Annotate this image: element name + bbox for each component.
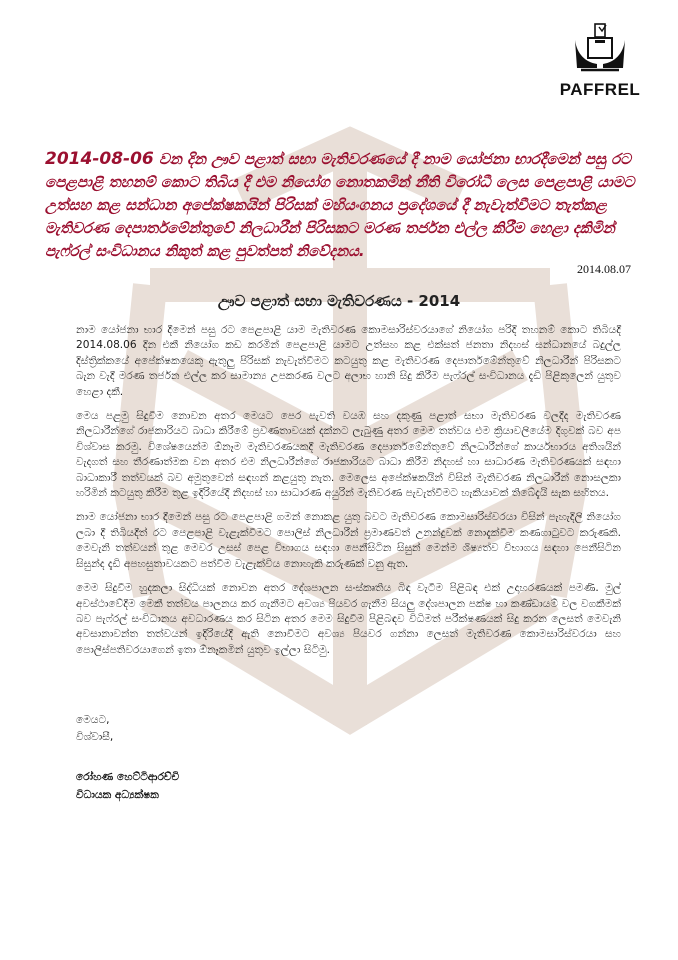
paffrel-logo: [545, 18, 655, 108]
headline-date: 2014-08-06: [45, 149, 154, 169]
signatory-name: රෝහණ හෙට්ටිආරච්චි: [76, 771, 180, 783]
closing: [76, 712, 113, 746]
body-text: [76, 323, 621, 667]
press-release-headline: [45, 148, 635, 263]
logo-text: PAFFREL: [559, 80, 641, 99]
release-date: 2014.08.07: [577, 262, 631, 276]
signatory-role: විධායක අධ්‍යක්ෂක: [76, 789, 159, 801]
ballot-box-hands-icon: [571, 18, 629, 76]
paragraph: නාම යෝජනා භාර දීමෙන් පසු රට පෙළපාළි ගමන් නොකළ යුතු බවට මැතිවරණ කොමසාරිස්වරයා විසින් පැහැදිලි නියෝග ලබා දී තිබියදීත් රට පෙළපාළි වැළැක්වීමට පොලිස් නිලධාරීන් ප්‍රමාණවත් උනන්දුවක් නොදැක්වීම කණගාටුවට කරුණකි. මෙවැනි තත්වයන් තුළ මෙවර උසස් පෙළ විභාගය සඳහා පෙනීසිටින සිසුන් මෙන්ම ශිෂ්‍යත්ව විභාගය සඳහා පෙනීසිටින සිසුන්ද දැඩි අපහසුතාවයකට පත්වීම වැළැක්විය නොහැකි කරුණක් වනු ඇත.: [76, 511, 621, 570]
headline-text: වන දින ඌව පළාත් සභා මැතිවරණයේ දී නාම යෝජනා භාරදීමෙන් පසු රට පෙළපාළි තහනම් කොට තිබිය දී එම නියෝග නොතකමින් නීති විරෝධී ලෙස පෙළපාළි යාමට උත්සහ කළ සන්ධාන අපේක්ෂකයින් පිරිසක් මහියංගනය ප්‍රදේශයේ දී නැවැත්වීමට තැත්කළ මැතිවරණ දෙපාර්තමේන්තුවේ නිලධාරීන් පිරිසකට මරණ තර්ජන එල්ල කිරීම හෙළා දකිමින් පැෆ්රල් සංවිධානය නිකුත් කළ පුවත්පත් නිවේදනය.: [45, 150, 635, 260]
paragraph: මෙය පළමු සිදුවීම නොවන අතර මෙයට පෙර පැවති වයඹ සහ දකුණු පළාත් සභා මැතිවරණ වලදීද මැතිවරණ නිලධාරීන්ගේ රාජකාරියට බාධා කිරීමේ ප්‍රවණතාවයක් දක්නට ලැබුණු අතර මෙම තත්වය එම ක්‍රියාවලියේම දිගුවක් බව අප විශ්වාස කරමු. විශේෂයෙන්ම ඕනෑම මැතිවරණයකදී මැතිවරණ දෙපාර්තමේන්තුවේ නිලධාරීන්ගේ කාර්යභාරය අතිශයින් වැදගත් සහ තීරණාත්මක වන අතර එම නිලධාරීන්ගේ රාජකාරියට බාධා කිරීම නිදහස් හා සාධාරණ මැතිවරණයක් සඳහා බාධාකාරී තත්වයක් බව අමුතුවෙන් සඳහන් කළයුතු නැත. මෙලෙස අපේක්ෂකයින් විසින් මැතිවරණ නිලධාරීන් නොසලකා හරිමින් කටයුතු කිරීම තුළ ඉදිරියේදී නිදහස් හා සාධාරණ අයුරින් මැතිවරණ පැවැත්වීමට හැකියාවක් තිබේදැයි සැක සහිතය.: [76, 410, 621, 500]
document-title: ඌව පළාත් සභා මැතිවරණය - 2014: [217, 292, 461, 310]
signature-block: [76, 768, 179, 804]
closing-line: මෙයට,: [76, 714, 110, 726]
closing-line: විශ්වාසී,: [76, 731, 114, 743]
paragraph: මෙම සිදුවීම හුදකලා සිද්ධියක් නොවන අතර දේශපාලන සංස්කෘතිය බිඳ වැටීම පිළිබඳ එක් උදාහරණයක් පමණි. මුල් අවස්ථාවේදීම මෙකී තත්වය පාලනය කර ගැනීමට අවශ්‍ය පියවර ගැනීම සියලු දේශපාලන පක්ෂ හා කණ්ඩායම් වල වගකීමක් බව පැෆ්රල් සංවිධානය අවධාරණය කර සිටින අතර මෙම සිදුවීම පිළිබඳව විධිමත් පරීක්ෂණයක් සිදු කරන ලෙසත් මෙවැනි අවසානාවන්ත තත්වයන් ඉදිරියේදී ඇති නොවීමට අවශ්‍ය පියවර ගන්නා ලෙසත් මැතිවරණ කොමසාරිස්වරයා සහ පොලිස්පතිවරයාගෙන් ඉතා ඕනෑකමින් යුතුව ඉල්ලා සිටිමු.: [76, 582, 621, 656]
paragraph: නාම යෝජනා භාර දීමෙන් පසු රට පෙළපාළි යාම මැතිවරණ කොමසාරිස්වරයාගේ නියෝග පරිදි තහනම් කොට තිබියදී 2014.08.06 දින එකී නියෝග කඩ කරමින් පෙළපාළි යාමට උත්සහ කළ එක්සත් ජනතා නිදහස් සන්ධානයේ බදුල්ල දිස්ත්‍රික්කයේ අපේක්ෂකයෙකු ඇතුලු පිරිසක් නැවැත්වීමට කටයුතු කළ මැතිවරණ දෙපාර්තමේන්තුවේ නිලධාරීන් පිරිසකට බැන වැදී මරණ තර්ජන එල්ල කර සාමාන්‍ය උපකරණ වලට අලාභ හානි සිදු කිරීම පැෆ්රල් සංවිධානය දැඩි පිළිකුලෙන් යුතුව හෙළා දකී.: [76, 324, 621, 398]
